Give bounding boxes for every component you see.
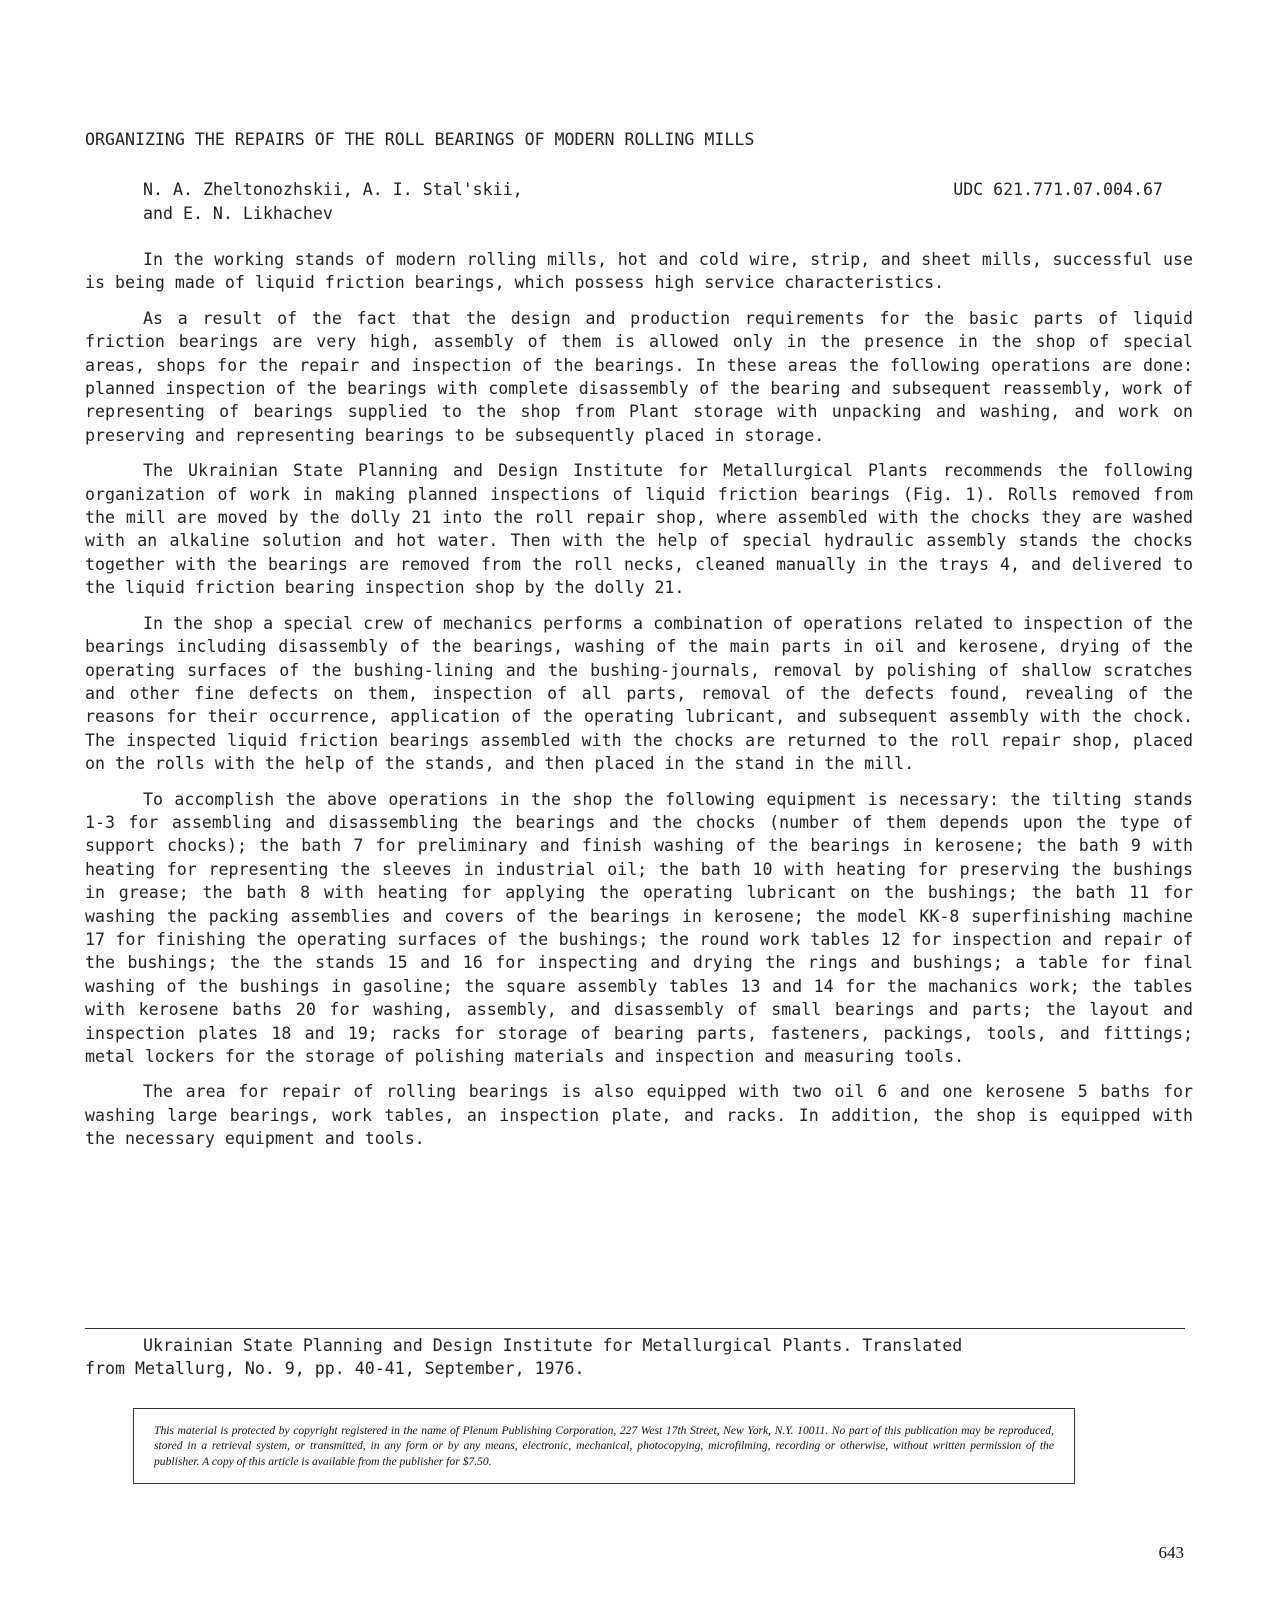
article-authors: N. A. Zheltonozhskii, A. I. Stal'skii, and E. N. Likhachev	[143, 180, 523, 223]
body-paragraph: As a result of the fact that the design and production requirements for the basic parts of liquid friction bearings are very high, assembly of them is allowed only in the presence in the shop of special areas, shops for the repair and inspection of the bearings. In these areas the following operations are done: planned inspection of the bearings with complete disassembly of the bearing and subsequent reassembly, work of representing of bearings supplied to the shop from Plant storage with unpacking and washing, and work on preserving and representing bearings to be subsequently placed in storage.	[85, 308, 1193, 445]
footnote-divider	[85, 1328, 1185, 1329]
document-page	[85, 0, 1195, 1613]
body-paragraph: The area for repair of rolling bearings is also equipped with two oil 6 and one kerosene 5 baths for washing large bearings, work tables, an inspection plate, and racks. In addition, the shop is equipped with the necessary equipment and tools.	[85, 1082, 1193, 1149]
footnote: Ukrainian State Planning and Design Institute for Metallurgical Plants. Translated from Metallurg, No. 9, pp. 40-41, September, 1976.	[85, 1336, 963, 1379]
udc-code: UDC 621.771.07.004.67	[953, 180, 1163, 199]
article-title: ORGANIZING THE REPAIRS OF THE ROLL BEARINGS OF MODERN ROLLING MILLS	[85, 130, 755, 149]
copyright-notice: This material is protected by copyright registered in the name of Plenum Publishing Corporation, 227 West 17th Street, New York, N.Y. 10011. No part of this publication may be reproduced, stored in a retrieval system, or transmitted, in any form or by any means, electronic, mechanical, photocopying, microfilming, recording or otherwise, without written permission of the publisher. A copy of this article is available from the publisher for $7.50.	[133, 1408, 1075, 1484]
body-paragraph: In the working stands of modern rolling mills, hot and cold wire, strip, and sheet mills, successful use is being made of liquid friction bearings, which possess high service characteristics.	[85, 250, 1193, 293]
body-paragraph: The Ukrainian State Planning and Design Institute for Metallurgical Plants recommends the following organization of work in making planned inspections of liquid friction bearings (Fig. 1). Rolls removed from the mill are moved by the dolly 21 into the roll repair shop, where assembled with the chocks they are washed with an alkaline solution and hot water. Then with the help of special hydraulic assembly stands the chocks together with the bearings are removed from the roll necks, cleaned manually in the trays 4, and delivered to the liquid friction bearing inspection shop by the dolly 21.	[85, 461, 1193, 598]
page-number: 643	[1158, 1543, 1184, 1562]
body-paragraph: To accomplish the above operations in the shop the following equipment is necessary: the tilting stands 1-3 for assembling and disassembling the bearings and the chocks (number of them depends upon the type of support chocks); the bath 7 for preliminary and finish washing of the bearings in kerosene; the bath 9 with heating for representing the sleeves in industrial oil; the bath 10 with heating for preserving the bushings in grease; the bath 8 with heating for applying the operating lubricant on the bushings; the bath 11 for washing the packing assemblies and covers of the bearings in kerosene; the model KK-8 superfinishing machine 17 for finishing the operating surfaces of the bushings; the round work tables 12 for inspection and repair of the bushings; the the stands 15 and 16 for inspecting and drying the rings and bushings; a table for final washing of the bushings in gasoline; the square assembly tables 13 and 14 for the machanics work; the tables with kerosene baths 20 for washing, assembly, and disassembly of small bearings and parts; the layout and inspection plates 18 and 19; racks for storage of bearing parts, fasteners, packings, tools, and fittings; metal lockers for the storage of polishing materials and inspection and measuring tools.	[85, 789, 1193, 1066]
article-body	[85, 248, 1193, 1163]
body-paragraph: In the shop a special crew of mechanics performs a combination of operations related to inspection of the bearings including disassembly of the bearings, washing of the main parts in oil and kerosene, drying of the operating surfaces of the bushing-lining and the bushing-journals, removal by polishing of shallow scratches and other fine defects on them, inspection of all parts, removal of the defects found, revealing of the reasons for their occurrence, application of the operating lubricant, and subsequent assembly with the chock. The inspected liquid friction bearings assembled with the chocks are returned to the roll repair shop, placed on the rolls with the help of the stands, and then placed in the stand in the mill.	[85, 613, 1193, 774]
